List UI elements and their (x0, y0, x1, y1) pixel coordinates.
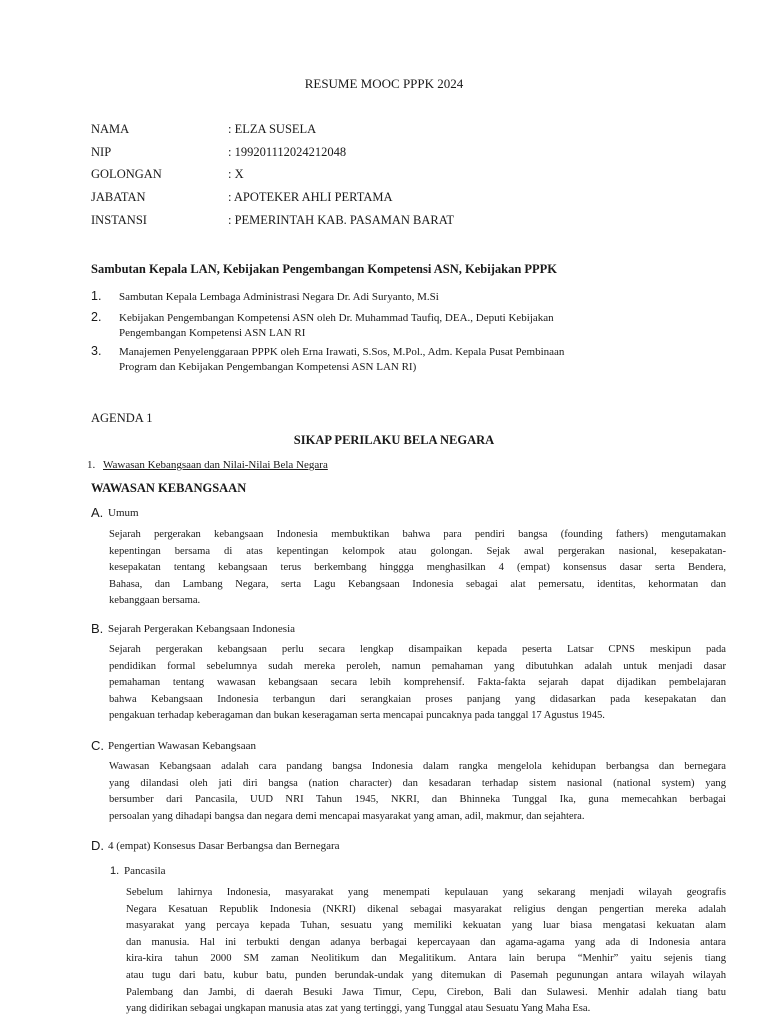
identity-value: : 199201112024212048 (228, 145, 347, 159)
list-item: Pengembangan Kompetensi ASN LAN RI (119, 327, 306, 339)
identity-value: : PEMERINTAH KAB. PASAMAN BARAT (228, 213, 455, 227)
section-paragraph: Sejarah pergerakan kebangsaan perlu secara lengkap disampaikan kepada peserta Latsar CPNS meskipun pada pendidikan formal sebelumnya sudah mereka peroleh, namun pemahaman yang dibutuhkan adalah untuk menjadi dasar pemahaman tentang wawasan kebangsaan secara lebih komprehensif. Fakta-fakta sejarah dapat dijadikan pembelajaran bahwa Kebangsaan Indonesia terbangun dari serangkaian proses panjang yang didasarkan pada kesepakatan dan pengakuan terhadap keberagaman dan bukan keseragaman serta mencapai puncaknya pada tanggal 17 Agustus 1945. (109, 644, 726, 722)
section-heading: Sejarah Pergerakan Kebangsaan Indonesia (108, 623, 296, 635)
identity-label: NIP (91, 145, 112, 159)
list-item: Program dan Kebijakan Pengembangan Kompetensi ASN LAN RI) (119, 361, 417, 373)
identity-value: : ELZA SUSELA (228, 122, 317, 136)
section-heading: Umum (108, 507, 139, 519)
list-item: Sambutan Kepala Lembaga Administrasi Negara Dr. Adi Suryanto, M.Si (119, 291, 439, 303)
agenda-label: AGENDA 1 (91, 411, 153, 425)
section-heading: Pengertian Wawasan Kebangsaan (108, 740, 256, 752)
identity-label: NAMA (91, 122, 130, 136)
sub-item-number: 1. (110, 865, 120, 877)
identity-value: : APOTEKER AHLI PERTAMA (228, 190, 393, 204)
topic-number: 1. (87, 459, 96, 471)
topic-title: Wawasan Kebangsaan dan Nilai-Nilai Bela Negara (103, 459, 328, 471)
agenda-title: SIKAP PERILAKU BELA NEGARA (293, 433, 495, 447)
identity-label: INSTANSI (91, 213, 147, 227)
identity-value: : X (228, 167, 244, 181)
list-item: Manajemen Penyelenggaraan PPPK oleh Erna Irawati, S.Sos, M.Pol., Adm. Kepala Pusat Pembinaan (119, 346, 565, 358)
list-number: 2. (91, 310, 102, 324)
section-paragraph: Wawasan Kebangsaan adalah cara pandang bangsa Indonesia dalam rangka mengelola kehidupan berbangsa dan bernegara yang dilandasi oleh jati diri bangsa (nation character) dan kesadaran terhadap sistem nasional (national system) yang bersumber dari Pancasila, UUD NRI Tahun 1945, NKRI, dan Bhinneka Tunggal Ika, guna memecahkan berbagai persoalan yang dihadapi bangsa dan negara demi mencapai masyarakat yang aman, adil, makmur, dan sejahtera. (109, 761, 726, 822)
section-heading: 4 (empat) Konsesus Dasar Berbangsa dan Bernegara (108, 840, 340, 852)
section-paragraph: Sejarah pergerakan kebangsaan Indonesia membuktikan bahwa para pendiri bangsa (founding fathers) mengutamakan kepentingan bersama di atas kepentingan kelompok atau golongan. Sejak awal pergerakan nasional, kesepakatan- kesepakatan tentang kebangsaan terus berkembang hinggga menghasilkan 4 (empat) konsensus dasar serta Bendera, Bahasa, dan Lambang Negara, serta Lagu Kebangsaan Indonesia sebagai alat pemersatu, identitas, kehormatan dan kebanggaan bersama. (109, 529, 726, 607)
page-title: RESUME MOOC PPPK 2024 (304, 76, 464, 91)
section-letter: A. (91, 505, 104, 520)
section-title: WAWASAN KEBANGSAAN (91, 481, 247, 495)
list-item: Kebijakan Pengembangan Kompetensi ASN oleh Dr. Muhammad Taufiq, DEA., Deputi Kebijakan (119, 312, 554, 324)
section-letter: C. (91, 738, 104, 753)
section-letter: B. (91, 621, 104, 636)
list-number: 3. (91, 344, 102, 358)
intro-heading: Sambutan Kepala LAN, Kebijakan Pengembangan Kompetensi ASN, Kebijakan PPPK (91, 262, 558, 276)
identity-label: GOLONGAN (91, 167, 162, 181)
list-number: 1. (91, 289, 102, 303)
section-letter: D. (91, 838, 104, 853)
sub-item-paragraph: Sebelum lahirnya Indonesia, masyarakat yang menempati kepulauan yang sekarang menjadi wilayah geografis Negara Kesatuan Republik Indonesia (NKRI) dikenal sebagai masyarakat religius dengan pengertian mereka adalah masyarakat yang percaya kepada Tuhan, sesuatu yang memiliki kekuatan yang luar biasa mengatasi kekuatan alam dan manusia. Hal ini terbukti dengan adanya berbagai kepercayaan dan agama-agama yang ada di Indonesia antara kira-kira tahun 2000 SM zaman Neolitikum dan Megalitikum. Antara lain berupa “Menhir” yaitu sejenis tiang atau tugu dari batu, kubur batu, punden berundak-undak yang ditemukan di Pasemah pegunungan antara wilayah wilayah Palembang dan Jambi, di daerah Besuki Jawa Timur, Cepu, Cirebon, Bali dan Sulawesi. Menhir adalah tiang batu yang didirikan sebagai ungkapan manusia atas zat yang tertinggi, yang Tunggal atau Sesuatu Yang Maha Esa. (126, 887, 726, 1015)
identity-label: JABATAN (91, 190, 146, 204)
sub-item-title: Pancasila (124, 865, 166, 877)
